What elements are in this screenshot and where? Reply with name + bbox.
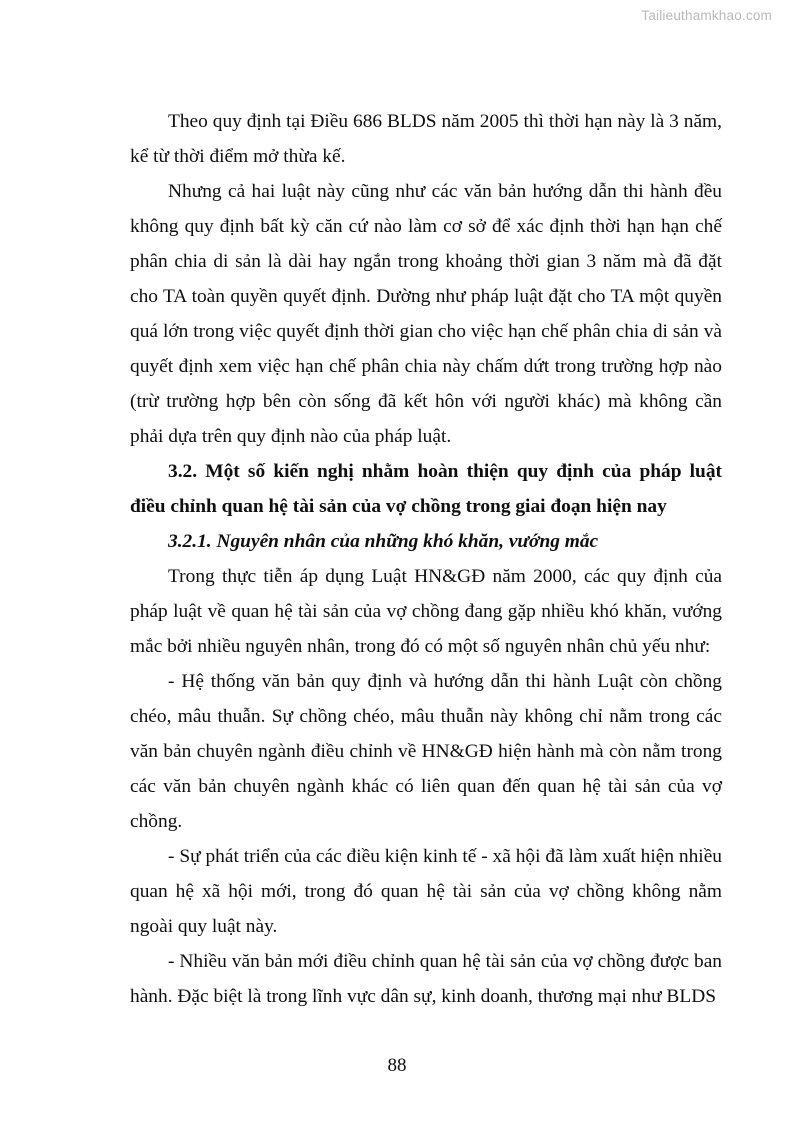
watermark-text: Tailieuthamkhao.com: [641, 8, 772, 23]
page-body-text: [130, 104, 722, 1014]
bullet-item-su-phat-trien: - Sự phát triển của các điều kiện kinh tế - xã hội đã làm xuất hiện nhiều quan hệ xã hội mới, trong đó quan hệ tài sản của vợ chồng không nằm ngoài quy luật này.: [130, 846, 722, 937]
bullet-item-nhieu-van-ban-moi: - Nhiều văn bản mới điều chỉnh quan hệ tài sản của vợ chồng được ban hành. Đặc biệt là trong lĩnh vực dân sự, kinh doanh, thương mại như BLDS: [130, 951, 722, 1007]
paragraph-trong-thuc-tien: Trong thực tiễn áp dụng Luật HN&GĐ năm 2000, các quy định của pháp luật về quan hệ tài sản của vợ chồng đang gặp nhiều khó khăn, vướng mắc bởi nhiều nguyên nhân, trong đó có một số nguyên nhân chủ yếu như:: [130, 566, 722, 657]
heading-3-2: 3.2. Một số kiến nghị nhằm hoàn thiện quy định của pháp luật điều chỉnh quan hệ tài sản của vợ chồng trong giai đoạn hiện nay: [130, 461, 722, 517]
paragraph-nhung-ca-hai-luat: Nhưng cả hai luật này cũng như các văn bản hướng dẫn thi hành đều không quy định bất kỳ căn cứ nào làm cơ sở để xác định thời hạn hạn chế phân chia di sản là dài hay ngắn trong khoảng thời gian 3 năm mà đã đặt cho TA toàn quyền quyết định. Dường như pháp luật đặt cho TA một quyền quá lớn trong việc quyết định thời gian cho việc hạn chế phân chia di sản và quyết định xem việc hạn chế phân chia này chấm dứt trong trường hợp nào (trừ trường hợp bên còn sống đã kết hôn với người khác) mà không cần phải dựa trên quy định nào của pháp luật.: [130, 181, 722, 447]
heading-3-2-1: 3.2.1. Nguyên nhân của những khó khăn, vướng mắc: [168, 531, 599, 552]
bullet-item-he-thong-van-ban: - Hệ thống văn bản quy định và hướng dẫn thi hành Luật còn chồng chéo, mâu thuẫn. Sự chồng chéo, mâu thuẫn này không chỉ nằm trong các văn bản chuyên ngành điều chỉnh về HN&GĐ hiện hành mà còn nằm trong các văn bản chuyên ngành khác có liên quan đến quan hệ tài sản của vợ chồng.: [130, 671, 722, 832]
page-number: 88: [387, 1055, 407, 1076]
paragraph-theo-quy-dinh: Theo quy định tại Điều 686 BLDS năm 2005 thì thời hạn này là 3 năm, kể từ thời điểm mở thừa kế.: [130, 111, 722, 167]
